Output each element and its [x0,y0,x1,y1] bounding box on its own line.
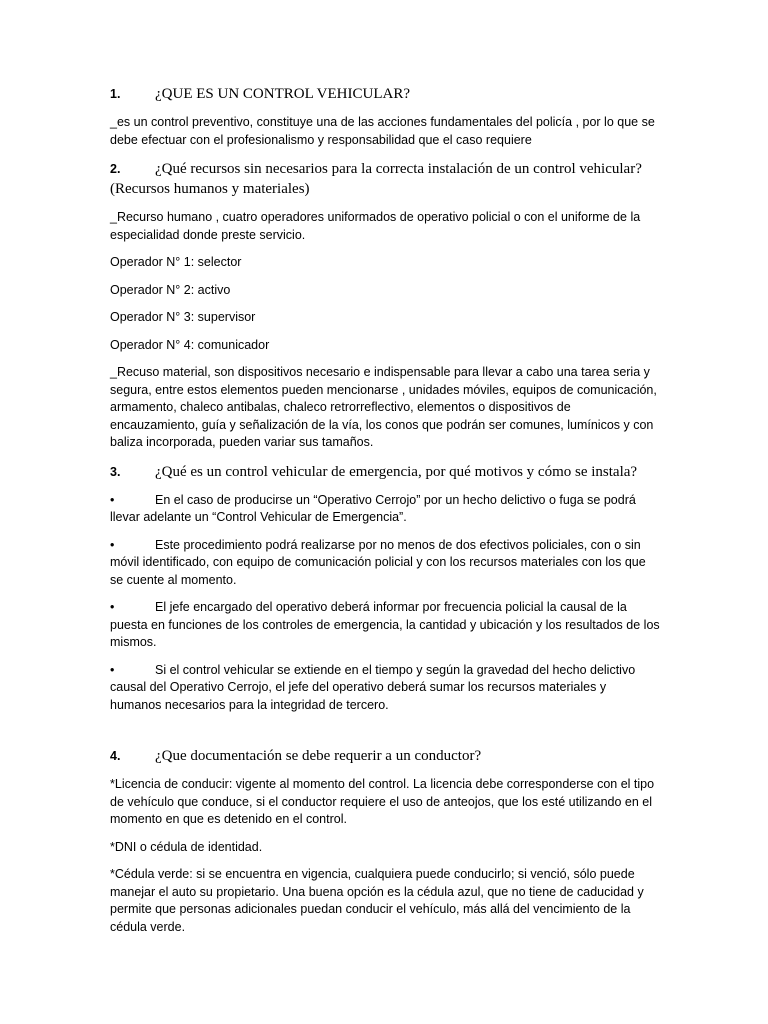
bullet-icon: • [110,662,115,677]
bullet-item [110,662,660,715]
bullet-icon: • [110,600,115,614]
question-4-number: 4. [110,749,121,763]
bullet-text: El jefe encargado del operativo deberá informar por frecuencia policial la causal de la puesta en funciones de los controles de emergencia, la cantidad y ubicación y los resultados de los mismos. [110,600,660,649]
bullet-icon: • [110,537,115,552]
question-2-subtext: (Recursos humanos y materiales) [110,181,310,197]
bullet-item [110,599,660,652]
question-1 [110,84,660,104]
question-3-text: ¿Qué es un control vehicular de emergencia, por qué motivos y cómo se instala? [155,463,638,480]
bullet-icon: • [110,492,115,507]
operator-4: Operador N° 4: comunicador [110,337,270,352]
question-1-text: ¿QUE ES UN CONTROL VEHICULAR? [155,86,410,102]
answer-2-human-resources: _Recurso humano , cuatro operadores uniformados de operativo policial o con el uniforme de la especialidad donde preste servicio. [110,210,641,242]
operator-2: Operador N° 2: activo [110,282,231,297]
question-2-text: ¿Qué recursos sin necesarios para la correcta instalación de un control vehicular? [155,161,642,177]
question-2 [110,159,660,199]
spacer [110,724,660,746]
bullet-text: Si el control vehicular se extiende en el tiempo y según la gravedad del hecho delictivo causal del Operativo Cerrojo, el jefe del operativo deberá sumar los recursos materiales y humanos necesarios para la integridad de tercero. [110,662,636,712]
answer-2-material-resources: _Recuso material, son dispositivos necesario e indispensable para llevar a cabo una tarea seria y segura, entre estos elementos pueden mencionarse , unidades móviles, equipos de comunicación, armamento, chaleco antibalas, chaleco retrorreflectivo, elementos o dispositivos de encauzamiento, guía y señalización de la vía, los conos que podrán ser comunes, lumínicos y con baliza incorporada, pueden variar sus tamaños. [110,365,657,449]
document-item-license: *Licencia de conducir: vigente al momento del control. La licencia debe corresponderse con el tipo de vehículo que conduce, si el conductor requiere el uso de anteojos, que los esté utilizando en el momento en que es detenido en el control. [110,777,655,826]
question-4 [110,746,660,766]
bullet-item [110,492,660,527]
operator-1: Operador N° 1: selector [110,255,242,269]
question-4-text: ¿Que documentación se debe requerir a un conductor? [155,748,482,764]
bullet-text: Este procedimiento podrá realizarse por no menos de dos efectivos policiales, con o sin móvil identificado, con equipo de comunicación policial y con los recursos materiales con los que se cuente al momento. [110,537,646,587]
question-3-number: 3. [110,464,121,479]
question-2-number: 2. [110,162,121,176]
question-1-number: 1. [110,87,121,101]
answer-1: _es un control preventivo, constituye una de las acciones fundamentales del policía , por lo que se debe efectuar con el profesionalismo y responsabilidad que el caso requiere [110,115,655,147]
operator-3: Operador N° 3: supervisor [110,310,256,324]
document-item-green-card: *Cédula verde: si se encuentra en vigencia, cualquiera puede conducirlo; si venció, sólo puede manejar el auto su propietario. Una buena opción es la cédula azul, que no tiene de caducidad y permite que personas adicionales puedan conducir el vehículo, más allá del vencimiento de la cédula verde. [110,867,644,934]
question-3 [110,462,660,482]
bullet-item [110,537,660,590]
document-item-dni: *DNI o cédula de identidad. [110,839,263,854]
bullet-text: En el caso de producirse un “Operativo Cerrojo” por un hecho delictivo o fuga se podrá llevar adelante un “Control Vehicular de Emergencia”. [110,492,636,524]
